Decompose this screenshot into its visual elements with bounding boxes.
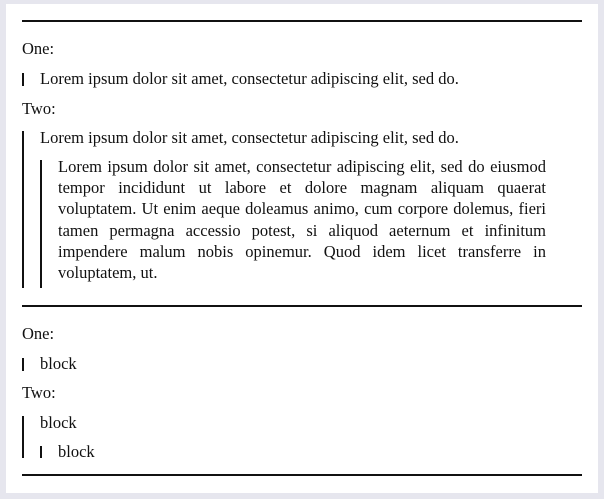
block-bar-inner [40,446,42,458]
document-page [6,4,598,493]
block-one: block [40,354,77,373]
label-two-block: Two: [22,383,56,402]
quote-bar-outer [22,131,24,288]
nested-quote-paragraph: Lorem ipsum dolor sit amet, consectetur adipiscing elit, sed do eiusmod tempor incididunt ut labore et dolore magnam aliquam quaerat voluptatem. Ut enim aeque doleamus animo, cum corpore dolemus, fieri tamen permagna accessio potest, si aliquod aeternum et infinitum impendere malum nobis opinemur. Quod idem licet transferre in voluptatem, ut. [58,157,546,283]
quote-line-one: Lorem ipsum dolor sit amet, consectetur adipiscing elit, sed do. [40,69,459,88]
middle-rule [22,305,582,307]
label-one: One: [22,39,55,58]
block-three: block [58,442,95,461]
block-bar-one [22,358,24,371]
quote-bar-inner [40,160,42,288]
label-one-block: One: [22,324,55,343]
top-rule [22,20,582,22]
quote-bar-one [22,73,24,86]
bottom-rule [22,474,582,476]
block-two: block [40,413,77,432]
label-two: Two: [22,99,56,118]
quote-line-two: Lorem ipsum dolor sit amet, consectetur adipiscing elit, sed do. [40,128,459,147]
block-bar-outer [22,416,24,458]
